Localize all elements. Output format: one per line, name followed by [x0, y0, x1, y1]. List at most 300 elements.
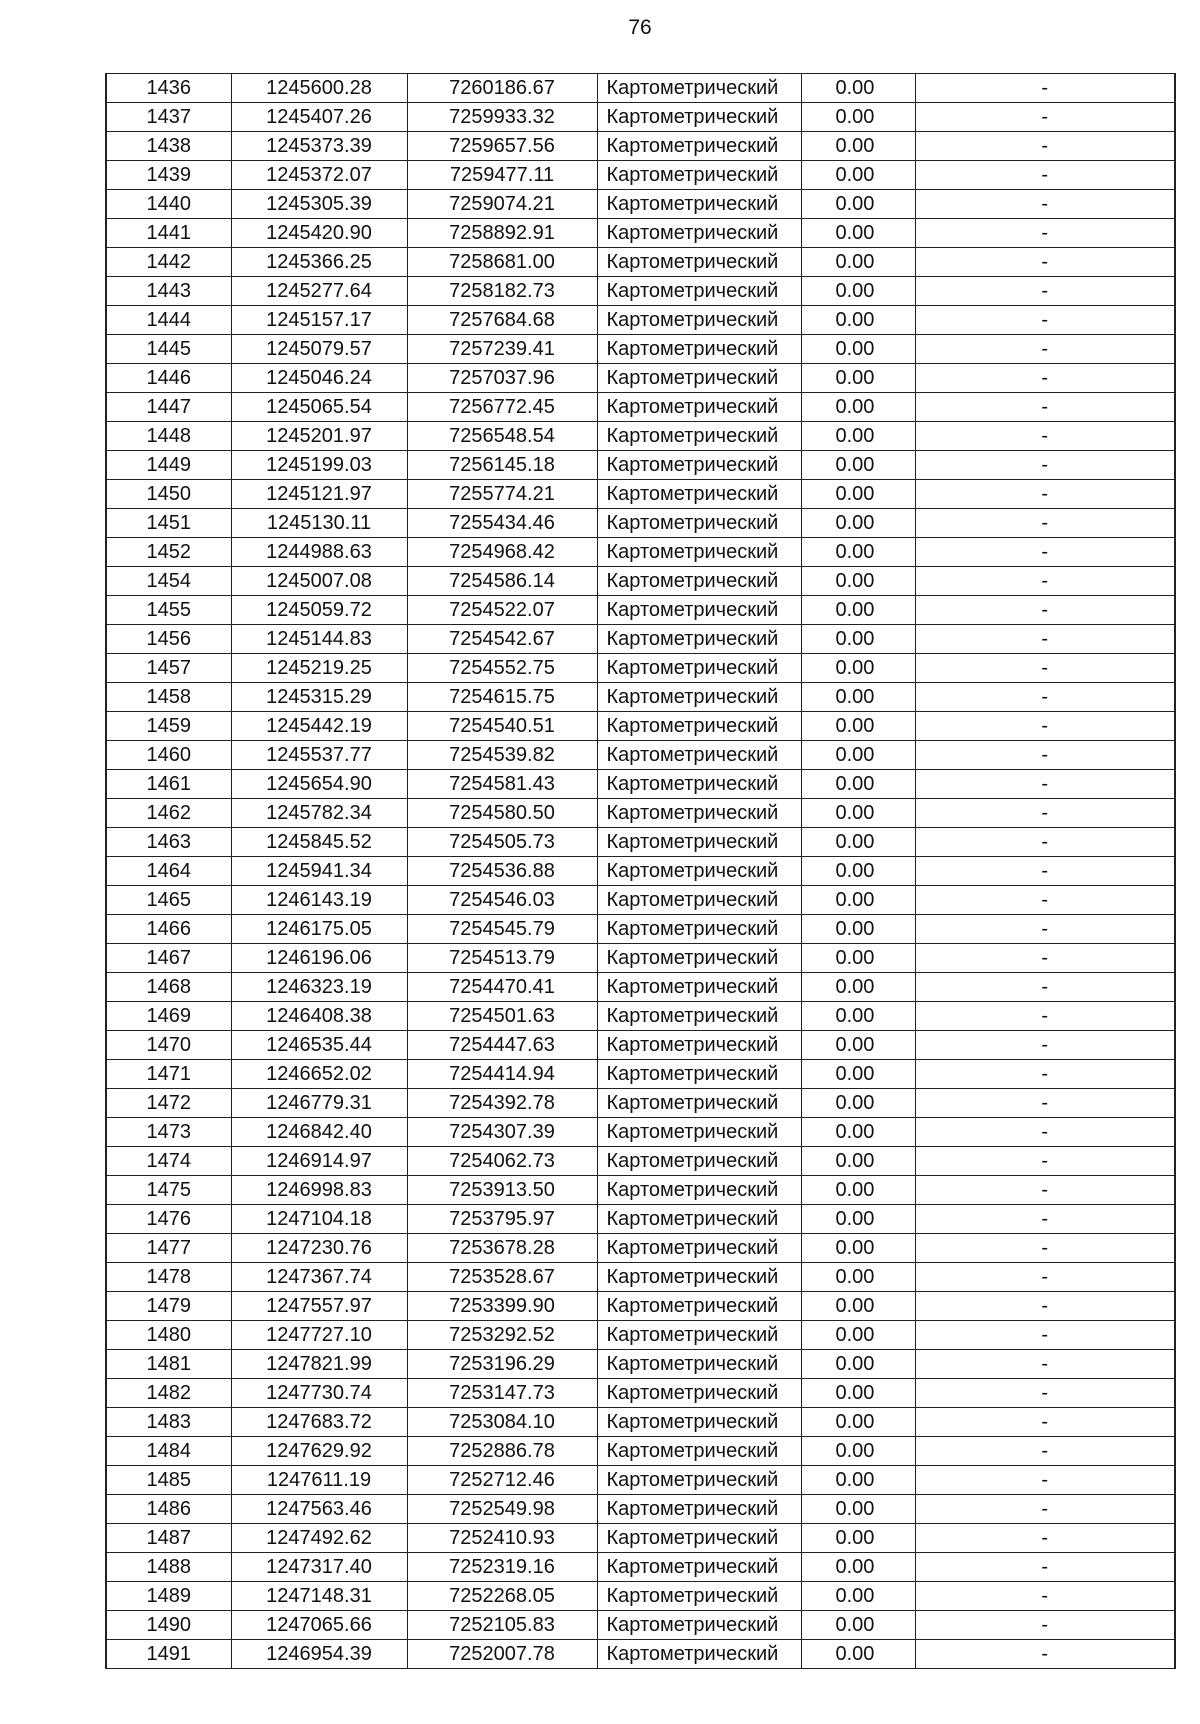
method-cell: Картометрический	[597, 219, 801, 248]
error-cell: 0.00	[801, 480, 915, 509]
table-row	[106, 509, 1175, 538]
y-coordinate-cell: 7254968.42	[407, 538, 597, 567]
note-cell: -	[915, 248, 1175, 277]
x-coordinate-cell: 1247727.10	[231, 1321, 407, 1350]
coordinates-table	[105, 73, 1176, 1669]
y-coordinate-cell: 7254470.41	[407, 973, 597, 1002]
error-cell: 0.00	[801, 451, 915, 480]
table-row	[106, 973, 1175, 1002]
method-cell: Картометрический	[597, 1060, 801, 1089]
error-cell: 0.00	[801, 596, 915, 625]
method-cell: Картометрический	[597, 567, 801, 596]
x-coordinate-cell: 1245046.24	[231, 364, 407, 393]
y-coordinate-cell: 7252007.78	[407, 1640, 597, 1669]
y-coordinate-cell: 7254552.75	[407, 654, 597, 683]
x-coordinate-cell: 1247611.19	[231, 1466, 407, 1495]
table-row	[106, 857, 1175, 886]
point-number-cell: 1472	[106, 1089, 231, 1118]
y-coordinate-cell: 7254513.79	[407, 944, 597, 973]
y-coordinate-cell: 7252886.78	[407, 1437, 597, 1466]
error-cell: 0.00	[801, 741, 915, 770]
y-coordinate-cell: 7256548.54	[407, 422, 597, 451]
method-cell: Картометрический	[597, 799, 801, 828]
point-number-cell: 1488	[106, 1553, 231, 1582]
method-cell: Картометрический	[597, 1147, 801, 1176]
y-coordinate-cell: 7253528.67	[407, 1263, 597, 1292]
error-cell: 0.00	[801, 190, 915, 219]
x-coordinate-cell: 1246914.97	[231, 1147, 407, 1176]
point-number-cell: 1485	[106, 1466, 231, 1495]
error-cell: 0.00	[801, 683, 915, 712]
x-coordinate-cell: 1245941.34	[231, 857, 407, 886]
method-cell: Картометрический	[597, 654, 801, 683]
note-cell: -	[915, 625, 1175, 654]
coordinates-table-body	[106, 74, 1175, 1669]
error-cell: 0.00	[801, 1060, 915, 1089]
x-coordinate-cell: 1246779.31	[231, 1089, 407, 1118]
y-coordinate-cell: 7254615.75	[407, 683, 597, 712]
method-cell: Картометрический	[597, 1176, 801, 1205]
error-cell: 0.00	[801, 219, 915, 248]
error-cell: 0.00	[801, 1002, 915, 1031]
note-cell: -	[915, 1495, 1175, 1524]
point-number-cell: 1467	[106, 944, 231, 973]
x-coordinate-cell: 1245059.72	[231, 596, 407, 625]
point-number-cell: 1441	[106, 219, 231, 248]
y-coordinate-cell: 7254546.03	[407, 886, 597, 915]
error-cell: 0.00	[801, 161, 915, 190]
note-cell: -	[915, 1031, 1175, 1060]
note-cell: -	[915, 712, 1175, 741]
y-coordinate-cell: 7254392.78	[407, 1089, 597, 1118]
note-cell: -	[915, 335, 1175, 364]
note-cell: -	[915, 944, 1175, 973]
x-coordinate-cell: 1246535.44	[231, 1031, 407, 1060]
error-cell: 0.00	[801, 915, 915, 944]
point-number-cell: 1462	[106, 799, 231, 828]
note-cell: -	[915, 654, 1175, 683]
point-number-cell: 1455	[106, 596, 231, 625]
x-coordinate-cell: 1245600.28	[231, 74, 407, 103]
y-coordinate-cell: 7254505.73	[407, 828, 597, 857]
y-coordinate-cell: 7257684.68	[407, 306, 597, 335]
point-number-cell: 1491	[106, 1640, 231, 1669]
error-cell: 0.00	[801, 393, 915, 422]
y-coordinate-cell: 7252105.83	[407, 1611, 597, 1640]
y-coordinate-cell: 7253399.90	[407, 1292, 597, 1321]
method-cell: Картометрический	[597, 538, 801, 567]
note-cell: -	[915, 103, 1175, 132]
method-cell: Картометрический	[597, 248, 801, 277]
table-row	[106, 1466, 1175, 1495]
table-row	[106, 364, 1175, 393]
y-coordinate-cell: 7258681.00	[407, 248, 597, 277]
x-coordinate-cell: 1245782.34	[231, 799, 407, 828]
error-cell: 0.00	[801, 1118, 915, 1147]
error-cell: 0.00	[801, 973, 915, 1002]
x-coordinate-cell: 1247367.74	[231, 1263, 407, 1292]
method-cell: Картометрический	[597, 1582, 801, 1611]
x-coordinate-cell: 1247492.62	[231, 1524, 407, 1553]
point-number-cell: 1444	[106, 306, 231, 335]
method-cell: Картометрический	[597, 1466, 801, 1495]
point-number-cell: 1454	[106, 567, 231, 596]
table-row	[106, 132, 1175, 161]
method-cell: Картометрический	[597, 625, 801, 654]
x-coordinate-cell: 1246842.40	[231, 1118, 407, 1147]
table-row	[106, 1437, 1175, 1466]
table-row	[106, 306, 1175, 335]
point-number-cell: 1452	[106, 538, 231, 567]
y-coordinate-cell: 7254586.14	[407, 567, 597, 596]
point-number-cell: 1464	[106, 857, 231, 886]
y-coordinate-cell: 7254540.51	[407, 712, 597, 741]
method-cell: Картометрический	[597, 1234, 801, 1263]
x-coordinate-cell: 1244988.63	[231, 538, 407, 567]
y-coordinate-cell: 7252712.46	[407, 1466, 597, 1495]
note-cell: -	[915, 74, 1175, 103]
y-coordinate-cell: 7254536.88	[407, 857, 597, 886]
table-row	[106, 335, 1175, 364]
point-number-cell: 1446	[106, 364, 231, 393]
note-cell: -	[915, 915, 1175, 944]
error-cell: 0.00	[801, 828, 915, 857]
error-cell: 0.00	[801, 1350, 915, 1379]
point-number-cell: 1476	[106, 1205, 231, 1234]
note-cell: -	[915, 190, 1175, 219]
x-coordinate-cell: 1245121.97	[231, 480, 407, 509]
table-row	[106, 161, 1175, 190]
y-coordinate-cell: 7258892.91	[407, 219, 597, 248]
x-coordinate-cell: 1246408.38	[231, 1002, 407, 1031]
error-cell: 0.00	[801, 1611, 915, 1640]
note-cell: -	[915, 1582, 1175, 1611]
point-number-cell: 1490	[106, 1611, 231, 1640]
method-cell: Картометрический	[597, 1379, 801, 1408]
x-coordinate-cell: 1245654.90	[231, 770, 407, 799]
note-cell: -	[915, 219, 1175, 248]
method-cell: Картометрический	[597, 509, 801, 538]
table-row	[106, 1263, 1175, 1292]
note-cell: -	[915, 1466, 1175, 1495]
point-number-cell: 1456	[106, 625, 231, 654]
y-coordinate-cell: 7260186.67	[407, 74, 597, 103]
point-number-cell: 1443	[106, 277, 231, 306]
x-coordinate-cell: 1245315.29	[231, 683, 407, 712]
note-cell: -	[915, 973, 1175, 1002]
table-row	[106, 886, 1175, 915]
method-cell: Картометрический	[597, 1118, 801, 1147]
y-coordinate-cell: 7254307.39	[407, 1118, 597, 1147]
y-coordinate-cell: 7254062.73	[407, 1147, 597, 1176]
x-coordinate-cell: 1245366.25	[231, 248, 407, 277]
table-row	[106, 799, 1175, 828]
error-cell: 0.00	[801, 1147, 915, 1176]
table-row	[106, 1292, 1175, 1321]
error-cell: 0.00	[801, 1466, 915, 1495]
y-coordinate-cell: 7259657.56	[407, 132, 597, 161]
table-row	[106, 422, 1175, 451]
y-coordinate-cell: 7254580.50	[407, 799, 597, 828]
note-cell: -	[915, 509, 1175, 538]
method-cell: Картометрический	[597, 393, 801, 422]
error-cell: 0.00	[801, 1292, 915, 1321]
table-row	[106, 654, 1175, 683]
error-cell: 0.00	[801, 1176, 915, 1205]
table-row	[106, 1524, 1175, 1553]
error-cell: 0.00	[801, 1205, 915, 1234]
x-coordinate-cell: 1247629.92	[231, 1437, 407, 1466]
point-number-cell: 1466	[106, 915, 231, 944]
y-coordinate-cell: 7254581.43	[407, 770, 597, 799]
error-cell: 0.00	[801, 1437, 915, 1466]
y-coordinate-cell: 7255434.46	[407, 509, 597, 538]
error-cell: 0.00	[801, 103, 915, 132]
error-cell: 0.00	[801, 1379, 915, 1408]
error-cell: 0.00	[801, 306, 915, 335]
note-cell: -	[915, 451, 1175, 480]
point-number-cell: 1465	[106, 886, 231, 915]
method-cell: Картометрический	[597, 335, 801, 364]
point-number-cell: 1450	[106, 480, 231, 509]
method-cell: Картометрический	[597, 277, 801, 306]
note-cell: -	[915, 1089, 1175, 1118]
error-cell: 0.00	[801, 857, 915, 886]
x-coordinate-cell: 1247317.40	[231, 1553, 407, 1582]
method-cell: Картометрический	[597, 944, 801, 973]
note-cell: -	[915, 538, 1175, 567]
x-coordinate-cell: 1245845.52	[231, 828, 407, 857]
method-cell: Картометрический	[597, 1611, 801, 1640]
table-row	[106, 1408, 1175, 1437]
note-cell: -	[915, 161, 1175, 190]
table-row	[106, 219, 1175, 248]
point-number-cell: 1457	[106, 654, 231, 683]
method-cell: Картометрический	[597, 596, 801, 625]
table-row	[106, 1321, 1175, 1350]
point-number-cell: 1481	[106, 1350, 231, 1379]
y-coordinate-cell: 7252268.05	[407, 1582, 597, 1611]
method-cell: Картометрический	[597, 1002, 801, 1031]
point-number-cell: 1473	[106, 1118, 231, 1147]
y-coordinate-cell: 7254414.94	[407, 1060, 597, 1089]
method-cell: Картометрический	[597, 1640, 801, 1669]
error-cell: 0.00	[801, 944, 915, 973]
note-cell: -	[915, 480, 1175, 509]
note-cell: -	[915, 1176, 1175, 1205]
note-cell: -	[915, 857, 1175, 886]
x-coordinate-cell: 1245420.90	[231, 219, 407, 248]
table-row	[106, 741, 1175, 770]
x-coordinate-cell: 1246175.05	[231, 915, 407, 944]
x-coordinate-cell: 1246998.83	[231, 1176, 407, 1205]
error-cell: 0.00	[801, 509, 915, 538]
method-cell: Картометрический	[597, 1408, 801, 1437]
method-cell: Картометрический	[597, 828, 801, 857]
note-cell: -	[915, 1611, 1175, 1640]
error-cell: 0.00	[801, 799, 915, 828]
x-coordinate-cell: 1247563.46	[231, 1495, 407, 1524]
point-number-cell: 1451	[106, 509, 231, 538]
error-cell: 0.00	[801, 712, 915, 741]
error-cell: 0.00	[801, 335, 915, 364]
y-coordinate-cell: 7259074.21	[407, 190, 597, 219]
method-cell: Картометрический	[597, 712, 801, 741]
x-coordinate-cell: 1247230.76	[231, 1234, 407, 1263]
error-cell: 0.00	[801, 886, 915, 915]
point-number-cell: 1461	[106, 770, 231, 799]
error-cell: 0.00	[801, 1321, 915, 1350]
point-number-cell: 1447	[106, 393, 231, 422]
table-row	[106, 567, 1175, 596]
table-row	[106, 1582, 1175, 1611]
method-cell: Картометрический	[597, 973, 801, 1002]
note-cell: -	[915, 1292, 1175, 1321]
y-coordinate-cell: 7252549.98	[407, 1495, 597, 1524]
error-cell: 0.00	[801, 1640, 915, 1669]
y-coordinate-cell: 7256145.18	[407, 451, 597, 480]
table-row	[106, 1379, 1175, 1408]
point-number-cell: 1475	[106, 1176, 231, 1205]
table-row	[106, 1350, 1175, 1379]
table-row	[106, 1147, 1175, 1176]
error-cell: 0.00	[801, 1263, 915, 1292]
note-cell: -	[915, 1060, 1175, 1089]
point-number-cell: 1480	[106, 1321, 231, 1350]
point-number-cell: 1478	[106, 1263, 231, 1292]
note-cell: -	[915, 1553, 1175, 1582]
y-coordinate-cell: 7254539.82	[407, 741, 597, 770]
x-coordinate-cell: 1247104.18	[231, 1205, 407, 1234]
note-cell: -	[915, 1379, 1175, 1408]
table-row	[106, 596, 1175, 625]
note-cell: -	[915, 1350, 1175, 1379]
method-cell: Картометрический	[597, 422, 801, 451]
note-cell: -	[915, 886, 1175, 915]
y-coordinate-cell: 7252319.16	[407, 1553, 597, 1582]
x-coordinate-cell: 1245372.07	[231, 161, 407, 190]
error-cell: 0.00	[801, 74, 915, 103]
point-number-cell: 1487	[106, 1524, 231, 1553]
y-coordinate-cell: 7252410.93	[407, 1524, 597, 1553]
x-coordinate-cell: 1245144.83	[231, 625, 407, 654]
y-coordinate-cell: 7253913.50	[407, 1176, 597, 1205]
point-number-cell: 1458	[106, 683, 231, 712]
point-number-cell: 1439	[106, 161, 231, 190]
note-cell: -	[915, 683, 1175, 712]
method-cell: Картометрический	[597, 132, 801, 161]
table-row	[106, 770, 1175, 799]
x-coordinate-cell: 1245373.39	[231, 132, 407, 161]
table-row	[106, 828, 1175, 857]
note-cell: -	[915, 1524, 1175, 1553]
error-cell: 0.00	[801, 422, 915, 451]
method-cell: Картометрический	[597, 74, 801, 103]
error-cell: 0.00	[801, 567, 915, 596]
error-cell: 0.00	[801, 364, 915, 393]
table-row	[106, 277, 1175, 306]
point-number-cell: 1477	[106, 1234, 231, 1263]
x-coordinate-cell: 1247557.97	[231, 1292, 407, 1321]
note-cell: -	[915, 1321, 1175, 1350]
point-number-cell: 1489	[106, 1582, 231, 1611]
x-coordinate-cell: 1245130.11	[231, 509, 407, 538]
y-coordinate-cell: 7253147.73	[407, 1379, 597, 1408]
note-cell: -	[915, 364, 1175, 393]
y-coordinate-cell: 7253678.28	[407, 1234, 597, 1263]
table-row	[106, 1031, 1175, 1060]
x-coordinate-cell: 1245065.54	[231, 393, 407, 422]
y-coordinate-cell: 7253084.10	[407, 1408, 597, 1437]
table-row	[106, 393, 1175, 422]
method-cell: Картометрический	[597, 886, 801, 915]
note-cell: -	[915, 1205, 1175, 1234]
method-cell: Картометрический	[597, 1437, 801, 1466]
table-row	[106, 1089, 1175, 1118]
x-coordinate-cell: 1247683.72	[231, 1408, 407, 1437]
point-number-cell: 1440	[106, 190, 231, 219]
table-row	[106, 1205, 1175, 1234]
x-coordinate-cell: 1247730.74	[231, 1379, 407, 1408]
method-cell: Картометрический	[597, 1495, 801, 1524]
method-cell: Картометрический	[597, 1292, 801, 1321]
point-number-cell: 1460	[106, 741, 231, 770]
x-coordinate-cell: 1246196.06	[231, 944, 407, 973]
note-cell: -	[915, 1002, 1175, 1031]
table-row	[106, 1611, 1175, 1640]
y-coordinate-cell: 7257239.41	[407, 335, 597, 364]
y-coordinate-cell: 7256772.45	[407, 393, 597, 422]
note-cell: -	[915, 741, 1175, 770]
y-coordinate-cell: 7254542.67	[407, 625, 597, 654]
error-cell: 0.00	[801, 625, 915, 654]
table-row	[106, 712, 1175, 741]
method-cell: Картометрический	[597, 1524, 801, 1553]
note-cell: -	[915, 1640, 1175, 1669]
y-coordinate-cell: 7253795.97	[407, 1205, 597, 1234]
table-row	[106, 1118, 1175, 1147]
table-row	[106, 74, 1175, 103]
note-cell: -	[915, 596, 1175, 625]
x-coordinate-cell: 1245305.39	[231, 190, 407, 219]
point-number-cell: 1484	[106, 1437, 231, 1466]
method-cell: Картометрический	[597, 857, 801, 886]
x-coordinate-cell: 1245079.57	[231, 335, 407, 364]
error-cell: 0.00	[801, 1408, 915, 1437]
note-cell: -	[915, 828, 1175, 857]
error-cell: 0.00	[801, 1031, 915, 1060]
method-cell: Картометрический	[597, 683, 801, 712]
point-number-cell: 1468	[106, 973, 231, 1002]
point-number-cell: 1479	[106, 1292, 231, 1321]
y-coordinate-cell: 7255774.21	[407, 480, 597, 509]
method-cell: Картометрический	[597, 161, 801, 190]
table-row	[106, 1060, 1175, 1089]
point-number-cell: 1436	[106, 74, 231, 103]
x-coordinate-cell: 1245157.17	[231, 306, 407, 335]
method-cell: Картометрический	[597, 1350, 801, 1379]
table-row	[106, 190, 1175, 219]
error-cell: 0.00	[801, 1234, 915, 1263]
note-cell: -	[915, 132, 1175, 161]
table-row	[106, 683, 1175, 712]
error-cell: 0.00	[801, 1089, 915, 1118]
y-coordinate-cell: 7254545.79	[407, 915, 597, 944]
table-row	[106, 480, 1175, 509]
note-cell: -	[915, 770, 1175, 799]
table-row	[106, 451, 1175, 480]
x-coordinate-cell: 1245277.64	[231, 277, 407, 306]
